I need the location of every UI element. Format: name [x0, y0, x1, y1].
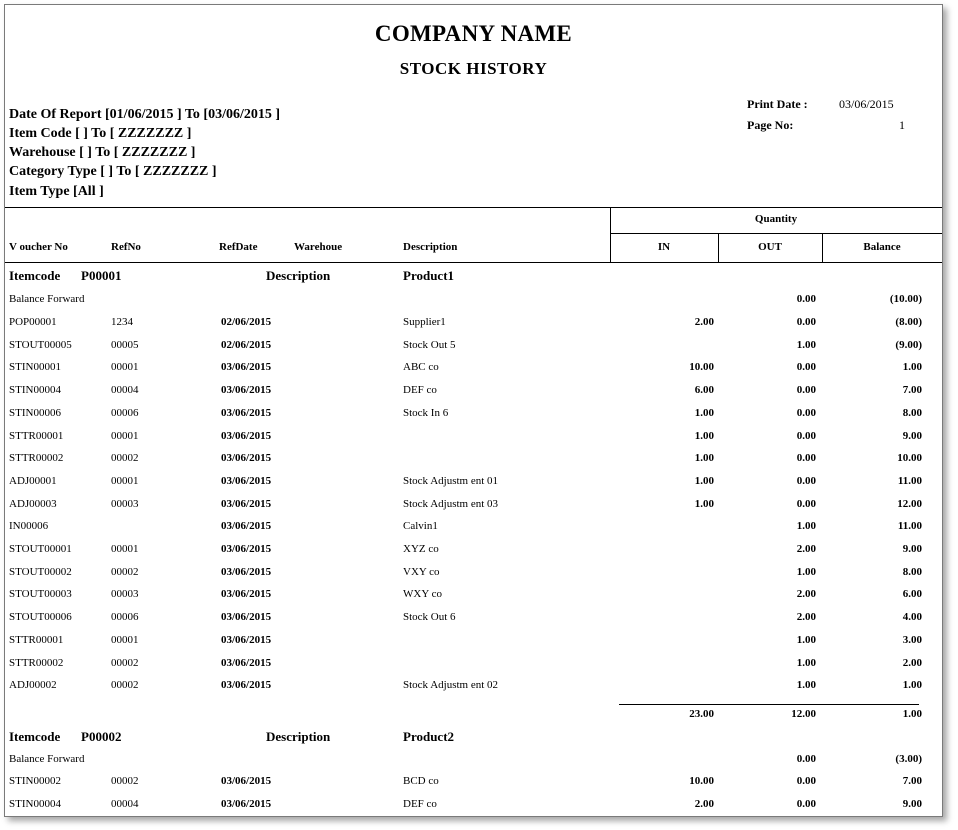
ref-date: 03/06/2015	[221, 474, 272, 487]
ref-date: 03/06/2015	[221, 406, 272, 419]
report-page	[4, 4, 943, 817]
qty-out: 0.00	[796, 429, 816, 442]
bf-out: 0.00	[796, 753, 816, 765]
print-date-value: 03/06/2015	[839, 97, 894, 111]
table-row	[5, 611, 942, 633]
qty-out: 0.00	[796, 474, 816, 487]
ref-date: 02/06/2015	[221, 338, 272, 351]
table-row	[5, 339, 942, 361]
qty-out: 0.00	[796, 452, 816, 465]
voucher-no: ADJ00001	[9, 474, 57, 487]
table-row	[5, 543, 942, 565]
item-description-value: Product2	[403, 729, 455, 744]
balance: 11.00	[897, 520, 922, 533]
itemcode-label: Itemcode	[9, 268, 61, 283]
qty-out: 1.00	[796, 633, 816, 646]
table-row	[5, 634, 942, 656]
table-row	[5, 407, 942, 429]
balance: 10.00	[897, 452, 922, 465]
qty-out: 0.00	[796, 316, 816, 328]
voucher-no: STIN00002	[9, 775, 61, 787]
ref-date: 03/06/2015	[221, 520, 272, 533]
page-no-label: Page No:	[747, 118, 794, 132]
ref-date: 03/06/2015	[221, 611, 272, 624]
bf-balance: (3.00)	[895, 753, 922, 765]
table-row	[5, 566, 942, 588]
voucher-no: STOUT00003	[9, 588, 72, 601]
voucher-no: STIN00004	[9, 797, 61, 810]
row-description: DEF co	[403, 384, 437, 397]
refdate-header: RefDate	[219, 241, 258, 253]
qty-out: 0.00	[796, 497, 816, 510]
item-description-value: Product1	[403, 268, 455, 283]
ref-no: 00001	[111, 474, 139, 487]
balance: 12.00	[897, 497, 922, 510]
voucher-no: STTR00001	[9, 429, 64, 442]
table-row	[5, 520, 942, 542]
balance-forward-label: Balance Forward	[9, 293, 85, 305]
balance: 4.00	[902, 611, 922, 624]
qty-in: 1.00	[694, 474, 714, 487]
table-row	[5, 384, 942, 406]
company-name: COMPANY NAME	[374, 21, 573, 46]
table-row	[5, 316, 942, 338]
row-description: VXY co	[403, 565, 440, 578]
voucher-no: ADJ00003	[9, 497, 57, 510]
table-row	[5, 452, 942, 474]
voucher-no: POP00001	[9, 316, 57, 328]
ref-no: 00002	[111, 679, 139, 692]
ref-no: 00002	[111, 565, 139, 578]
ref-no: 00003	[111, 497, 139, 510]
qty-in: 6.00	[694, 384, 714, 397]
qty-in: 2.00	[694, 797, 714, 810]
table-row	[5, 498, 942, 520]
balance: 9.00	[902, 797, 922, 810]
ref-date: 03/06/2015	[221, 565, 272, 578]
ref-date: 03/06/2015	[221, 452, 272, 465]
voucher-no: STOUT00001	[9, 543, 72, 555]
voucher-no: STIN00004	[9, 384, 61, 397]
row-description: BCD co	[403, 775, 439, 787]
param-item-code: Item Code [ ] To [ ZZZZZZZ ]	[9, 126, 192, 141]
balance-forward-row	[5, 293, 942, 315]
row-description: Stock Adjustm ent 01	[403, 474, 499, 487]
qty-out: 0.00	[796, 406, 816, 419]
row-description: DEF co	[403, 797, 437, 810]
balance: 2.00	[902, 656, 922, 669]
ref-date: 03/06/2015	[221, 679, 272, 692]
ref-no: 00001	[111, 361, 139, 374]
quantity-header: Quantity	[754, 213, 798, 225]
balance: 8.00	[902, 406, 922, 419]
quantity-rule	[610, 233, 942, 234]
ref-no: 00001	[111, 429, 139, 442]
qty-out: 0.00	[796, 361, 816, 374]
ref-no: 1234	[111, 316, 133, 328]
ref-date: 03/06/2015	[221, 384, 272, 397]
itemcode-value: P00001	[81, 268, 122, 283]
ref-date: 03/06/2015	[221, 797, 272, 810]
voucher-no: STTR00002	[9, 452, 64, 465]
row-description: Stock Out 5	[403, 338, 456, 351]
qty-in: 1.00	[694, 452, 714, 465]
ref-no: 00003	[111, 588, 139, 601]
table-row	[5, 798, 942, 818]
page-no-value: 1	[899, 118, 905, 132]
row-description: Supplier1	[403, 316, 446, 328]
balance: 3.00	[902, 633, 922, 646]
voucher-no: STIN00001	[9, 361, 61, 374]
header-bottom-rule	[5, 262, 942, 263]
qty-out: 0.00	[796, 384, 816, 397]
ref-no: 00001	[111, 633, 139, 646]
qty-out: 1.00	[796, 679, 816, 692]
voucher-no: STOUT00006	[9, 611, 72, 624]
print-date-label: Print Date :	[747, 97, 808, 111]
ref-no: 00004	[111, 384, 139, 397]
totals-row	[5, 708, 942, 730]
ref-no: 00002	[111, 656, 139, 669]
ref-date: 03/06/2015	[221, 497, 272, 510]
balance: 7.00	[902, 384, 922, 397]
qty-out: 1.00	[796, 520, 816, 533]
ref-date: 03/06/2015	[221, 543, 272, 555]
ref-date: 03/06/2015	[221, 361, 272, 374]
table-row	[5, 430, 942, 452]
balance: 7.00	[902, 775, 922, 787]
ref-no: 00001	[111, 543, 139, 555]
balance: 9.00	[902, 543, 922, 555]
bf-balance: (10.00)	[889, 293, 922, 305]
table-row	[5, 679, 942, 701]
ref-no: 00006	[111, 406, 139, 419]
out-header: OUT	[758, 241, 782, 253]
qty-in: 1.00	[694, 406, 714, 419]
totals-rule	[619, 704, 919, 705]
table-row	[5, 361, 942, 383]
param-date-range: Date Of Report [01/06/2015 ] To [03/06/2015 ]	[9, 107, 281, 122]
qty-in: 1.00	[694, 429, 714, 442]
table-row	[5, 475, 942, 497]
qty-out: 0.00	[796, 797, 816, 810]
row-description: XYZ co	[403, 543, 439, 555]
ref-no: 00002	[111, 452, 139, 465]
balance: 11.00	[897, 474, 922, 487]
param-item-type: Item Type [All ]	[9, 184, 104, 199]
balance: 1.00	[902, 361, 922, 374]
balance-header: Balance	[863, 241, 901, 253]
ref-date: 03/06/2015	[221, 429, 272, 442]
balance: (9.00)	[895, 338, 922, 351]
row-description: Stock Adjustm ent 03	[403, 497, 499, 510]
voucher-no: STTR00002	[9, 656, 64, 669]
voucher-no: STIN00006	[9, 406, 61, 419]
qty-in: 2.00	[694, 316, 714, 328]
voucher-no: STOUT00005	[9, 338, 72, 351]
total-balance: 1.00	[902, 708, 922, 720]
qty-out: 0.00	[796, 775, 816, 787]
balance: 1.00	[902, 679, 922, 692]
ref-no: 00005	[111, 338, 139, 351]
table-row	[5, 657, 942, 679]
ref-no: 00004	[111, 797, 139, 810]
bf-out: 0.00	[796, 293, 816, 305]
ref-no: 00002	[111, 775, 139, 787]
ref-no: 00006	[111, 611, 139, 624]
row-description: WXY co	[403, 588, 442, 601]
balance: 9.00	[902, 429, 922, 442]
param-category-type: Category Type [ ] To [ ZZZZZZZ ]	[9, 164, 217, 179]
balance: (8.00)	[895, 316, 922, 328]
row-description: Stock In 6	[403, 406, 449, 419]
header-top-rule	[5, 207, 942, 208]
ref-date: 02/06/2015	[221, 316, 272, 328]
total-out: 12.00	[791, 708, 816, 720]
report-title: STOCK HISTORY	[399, 59, 548, 78]
voucher-no: IN00006	[9, 520, 49, 533]
ref-date: 03/06/2015	[221, 656, 272, 669]
row-description: Stock Adjustm ent 02	[403, 679, 499, 692]
ref-date: 03/06/2015	[221, 588, 272, 601]
balance-forward-label: Balance Forward	[9, 753, 85, 765]
description-header: Description	[403, 241, 458, 253]
voucher-no: STTR00001	[9, 633, 64, 646]
voucher-header: V oucher No	[9, 241, 68, 253]
row-description: Stock Out 6	[403, 611, 456, 624]
itemcode-value: P00002	[81, 729, 122, 744]
row-description: Calvin1	[403, 520, 438, 533]
voucher-no: ADJ00002	[9, 679, 57, 692]
itemcode-label: Itemcode	[9, 729, 61, 744]
voucher-no: STOUT00002	[9, 565, 72, 578]
balance: 8.00	[902, 565, 922, 578]
qty-in: 10.00	[689, 361, 714, 374]
item-description-label: Description	[266, 729, 331, 744]
qty-out: 1.00	[796, 565, 816, 578]
balance: 6.00	[902, 588, 922, 601]
table-row	[5, 588, 942, 610]
balance-forward-row	[5, 753, 942, 775]
warehouse-header: Warehoue	[294, 241, 343, 253]
qty-out: 1.00	[796, 656, 816, 669]
qty-out: 2.00	[796, 543, 816, 555]
qty-out: 1.00	[796, 338, 816, 351]
total-in: 23.00	[689, 708, 714, 720]
qty-out: 2.00	[796, 611, 816, 624]
ref-date: 03/06/2015	[221, 775, 272, 787]
refno-header: RefNo	[111, 241, 141, 253]
item-description-label: Description	[266, 268, 331, 283]
qty-out: 2.00	[796, 588, 816, 601]
ref-date: 03/06/2015	[221, 633, 272, 646]
table-row	[5, 775, 942, 797]
in-header: IN	[657, 241, 671, 253]
qty-in: 1.00	[694, 497, 714, 510]
param-warehouse: Warehouse [ ] To [ ZZZZZZZ ]	[9, 145, 196, 160]
qty-in: 10.00	[689, 775, 714, 787]
row-description: ABC co	[403, 361, 439, 374]
